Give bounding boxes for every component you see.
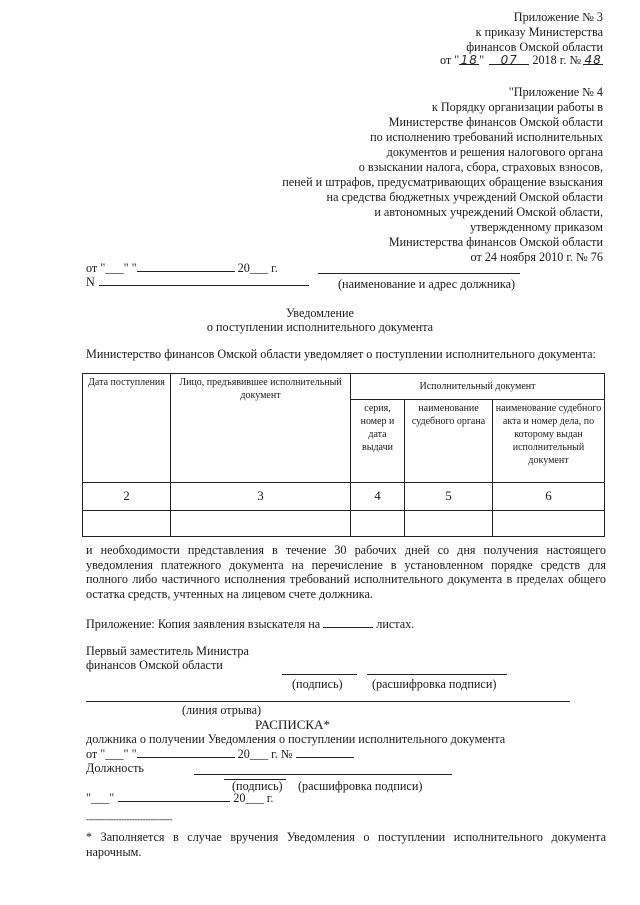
tear-line-caption: (линия отрыва) — [182, 703, 262, 717]
date-prefix: от " — [440, 53, 460, 67]
receipt-position-label: Должность — [86, 761, 144, 775]
document-subtitle: о поступлении исполнительного документа — [206, 320, 434, 334]
signature-underline — [282, 674, 357, 675]
blank-year: 20___ г. — [237, 261, 278, 275]
table-cell-num: 3 — [171, 483, 351, 511]
number-label: N — [86, 275, 95, 289]
debtor-name-underline — [318, 273, 520, 274]
blank-date-line — [86, 261, 278, 274]
quote-day: "___" " — [100, 261, 137, 275]
body-paragraph: и необходимости представления в течение 30 рабочих дней со дня получения настоящего уведомления платежного документа на перечисление в установленном порядке средств для полного либо частичного исполнения требований исполнительного документа в пределах общего остатка средств, учтенных на лицевом счете должника. — [86, 543, 606, 601]
appendix4-line: о взыскании налога, сбора, страховых взносов, — [358, 160, 603, 174]
appendix4-line: от 24 ноября 2010 г. № 76 — [470, 250, 603, 264]
receipt-date2-year: 20___ г. — [233, 791, 274, 805]
signatory-position-2: финансов Омской области — [86, 658, 223, 672]
receipt-line1: должника о получении Уведомления о поступлении исполнительного документа — [86, 732, 506, 746]
documents-table — [82, 373, 605, 537]
appendix4-line: Министерстве финансов Омской области — [388, 115, 603, 129]
appendix4-line: утвержденному приказом — [470, 220, 603, 234]
to-order-line: к приказу Министерства — [475, 25, 603, 39]
attachment-tail: листах. — [376, 617, 415, 631]
receipt-date2-open: "___" — [86, 791, 115, 805]
receipt-date2-line — [86, 791, 273, 804]
appendix4-line: и автономных учреждений Омской области, — [374, 205, 603, 219]
table-cell-num: 5 — [405, 483, 493, 511]
debtor-caption: (наименование и адрес должника) — [338, 277, 516, 291]
footnote-divider: -------------------------------- — [86, 814, 173, 824]
position-underline — [194, 774, 452, 775]
number-line — [86, 275, 309, 288]
receipt-decode-caption: (расшифровка подписи) — [298, 779, 423, 793]
order-date-line: от "18" 07 2018 г. № 48 — [440, 53, 602, 67]
receipt-date-line — [86, 747, 354, 760]
table-cell-num: 2 — [83, 483, 171, 511]
document-title: Уведомление — [286, 306, 354, 320]
col-series: серия, номер и дата выдачи — [351, 400, 405, 483]
appendix4-line: "Приложение № 4 — [508, 85, 603, 99]
col-presenter: Лицо, предъявившее исполнительный документ — [171, 374, 351, 483]
receipt-year: 20___ г. № — [237, 747, 293, 761]
appendix-title: Приложение № 3 — [513, 10, 603, 24]
table-row-numbers — [83, 483, 605, 511]
col-act: наименование судебного акта и номер дела, по которому выдан исполнительный документ — [493, 400, 605, 483]
receipt-title: РАСПИСКА* — [255, 717, 330, 732]
appendix4-line: пеней и штрафов, предусматривающих обращение взыскания — [282, 175, 603, 189]
col-court: наименование судебного органа — [405, 400, 493, 483]
intro-paragraph: Министерство финансов Омской области уведомляет о поступлении исполнительного документа: — [86, 347, 596, 361]
handwritten-day: 18 — [460, 53, 478, 67]
ministry-line: финансов Омской области — [466, 40, 603, 54]
table-row-empty — [83, 511, 605, 537]
receipt-sign-caption: (подпись) — [232, 779, 283, 793]
table-cell-num: 6 — [493, 483, 605, 511]
attachment-text: Приложение: Копия заявления взыскателя на — [86, 617, 321, 631]
appendix4-line: документов и решения налогового органа — [386, 145, 603, 159]
signatory-position-1: Первый заместитель Министра — [86, 644, 249, 658]
footnote-text: * Заполняется в случае вручения Уведомления о поступлении исполнительного документа нарочным. — [86, 830, 606, 859]
appendix4-line: на средства бюджетных учреждений Омской области — [326, 190, 603, 204]
appendix4-line: Министерства финансов Омской области — [388, 235, 603, 249]
receipt-date-from: от "___" " — [86, 747, 137, 761]
col-receipt-date: Дата поступления — [83, 374, 171, 483]
attachment-line — [86, 617, 414, 630]
decode-caption: (расшифровка подписи) — [372, 677, 497, 691]
decode-underline — [367, 674, 507, 675]
col-group-exec-doc: Исполнительный документ — [351, 374, 605, 400]
appendix4-line: к Порядку организации работы в — [431, 100, 603, 114]
from-label: от — [86, 261, 98, 275]
handwritten-order-number: 48 — [584, 53, 602, 67]
sign-caption: (подпись) — [292, 677, 343, 691]
date-year-num: 2018 г. № — [532, 53, 582, 67]
tear-line — [86, 701, 570, 702]
table-cell-num: 4 — [351, 483, 405, 511]
handwritten-month: 07 — [500, 53, 518, 67]
appendix4-line: по исполнению требований исполнительных — [370, 130, 603, 144]
